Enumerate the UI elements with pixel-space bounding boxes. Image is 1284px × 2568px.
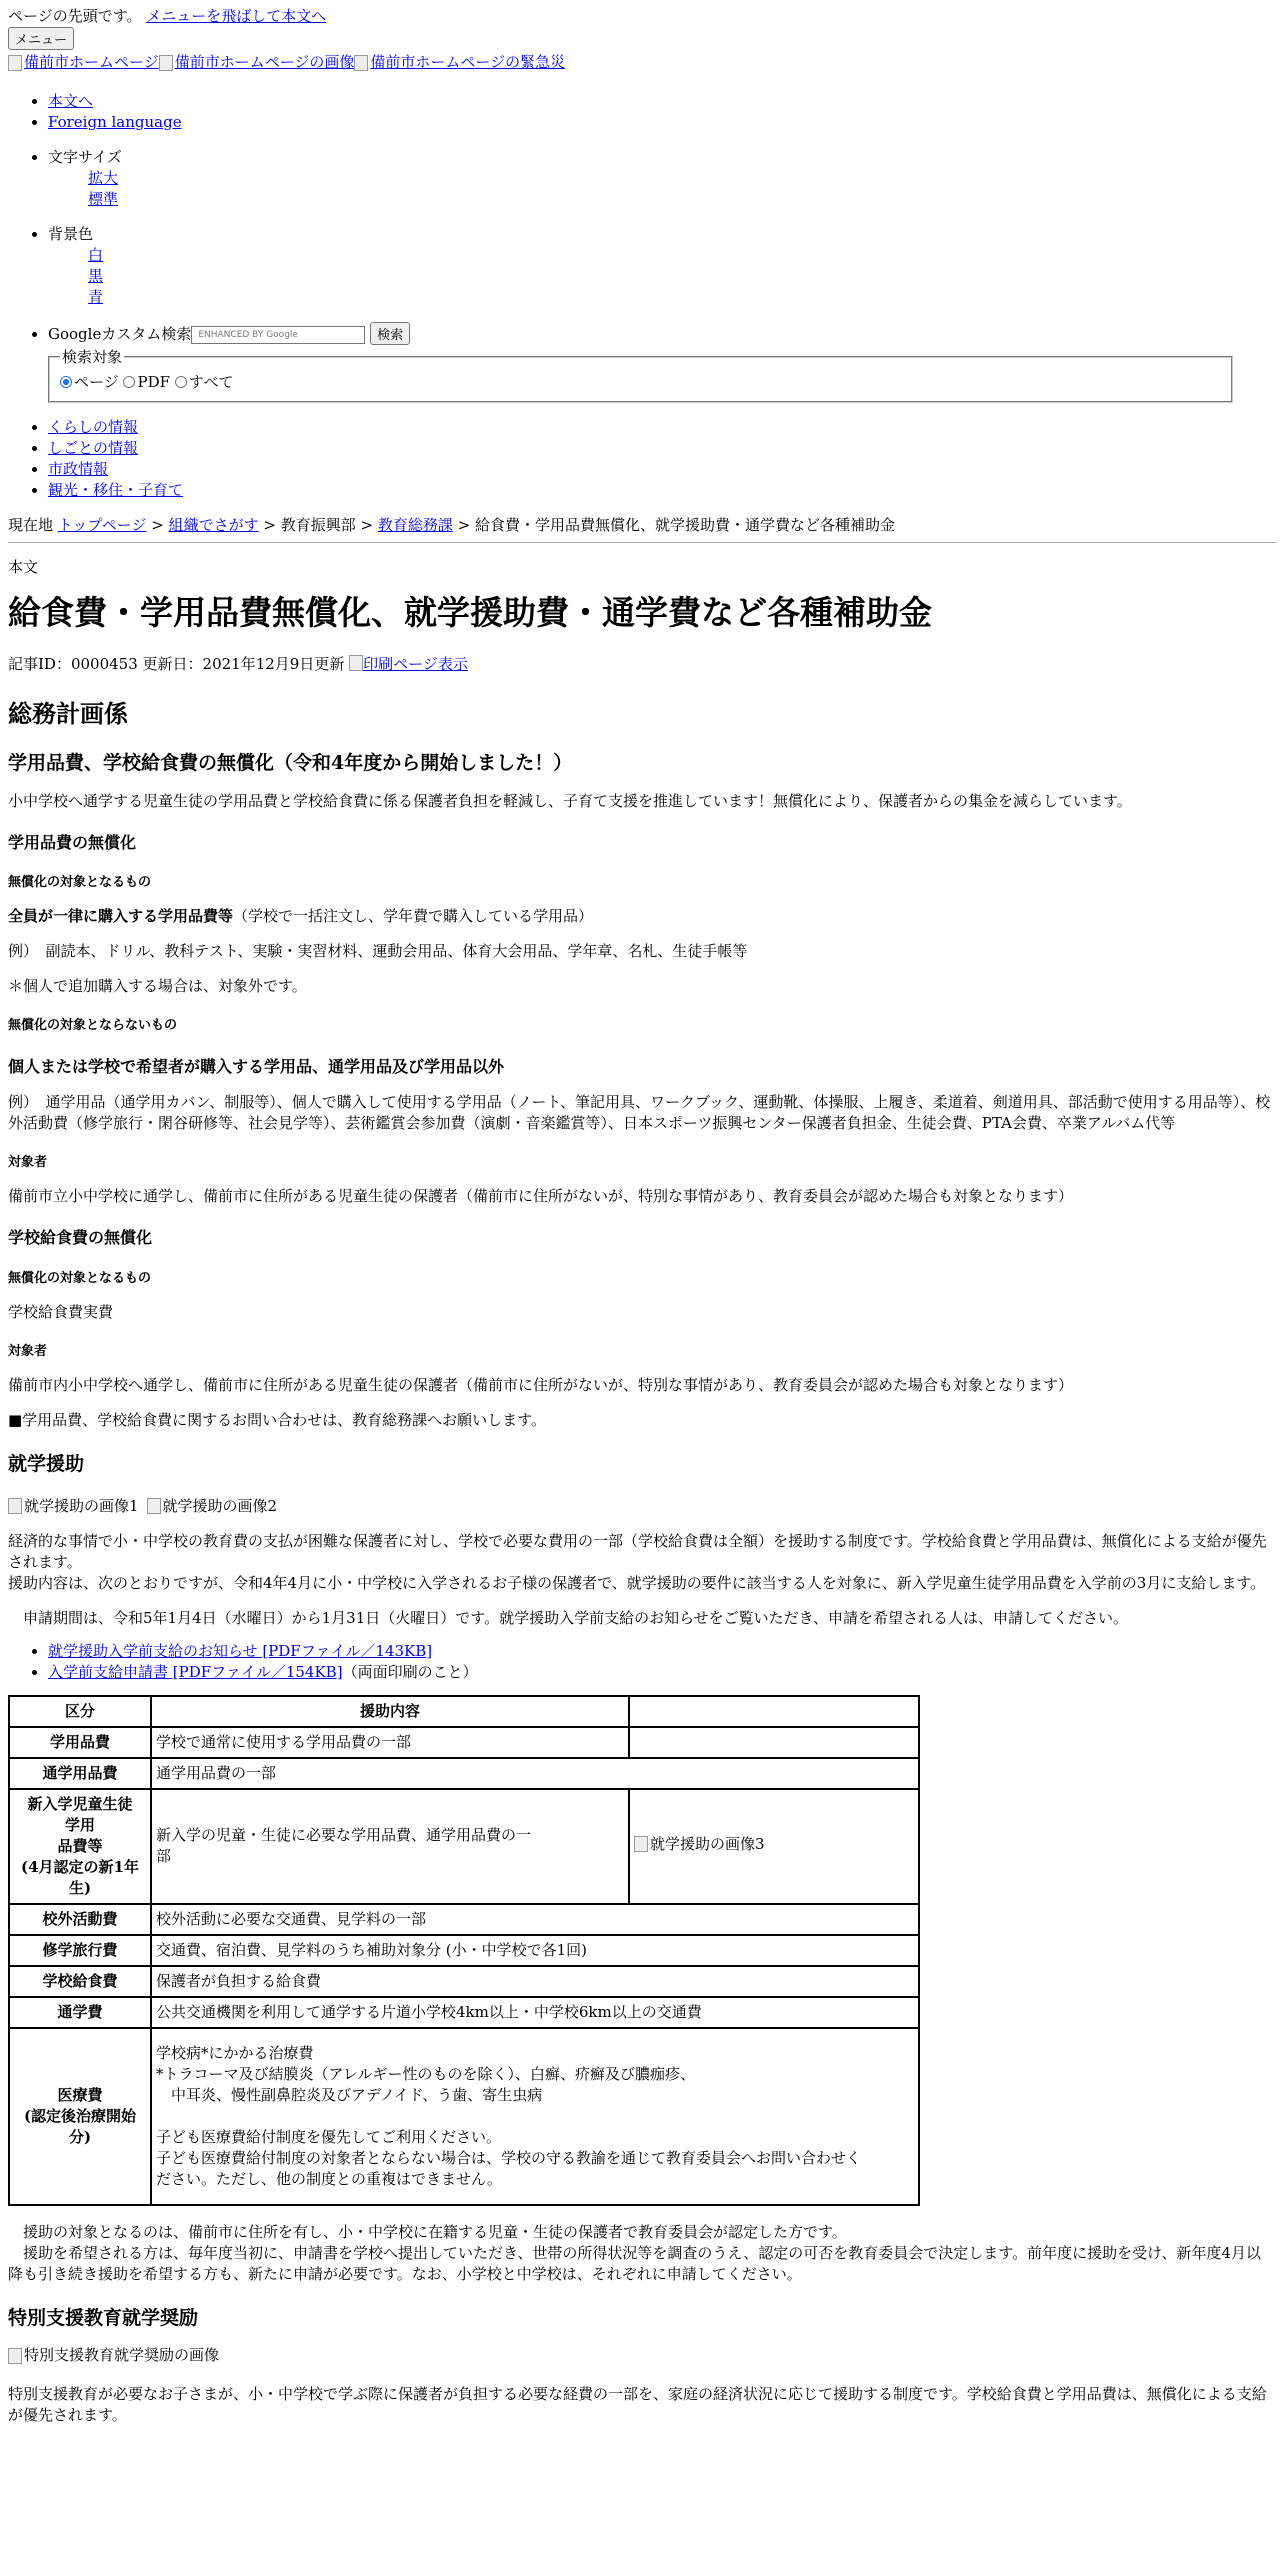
table-cell-key: 修学旅行費 (9, 1935, 151, 1966)
breadcrumb-section-link[interactable]: 教育総務課 (377, 515, 453, 534)
medical-value-line: ださい。ただし、他の制度との重複はできません。 (156, 2169, 502, 2188)
aid-document-item (48, 1641, 1276, 1662)
medical-key-line: (認定後治療開始 (23, 2106, 137, 2125)
nav-living-link[interactable]: くらしの情報 (48, 417, 139, 436)
menu-button[interactable]: メニュー (8, 27, 74, 50)
broken-image-icon (8, 2348, 22, 2364)
paragraph-all-students (8, 906, 1276, 927)
search-area (8, 322, 1276, 403)
new-student-value-line: 新入学の児童・生徒に必要な学用品費、通学用品費の一 (156, 1826, 532, 1845)
paragraph-note-1: ＊個人で追加購入する場合は、対象外です。 (8, 977, 307, 996)
menu-button-row (8, 27, 1276, 50)
table-cell-empty (629, 1727, 919, 1758)
table-row (9, 1904, 919, 1935)
search-target-page-label: ページ (74, 372, 119, 391)
all-students-bold: 全員が一律に購入する学用品費等 (8, 907, 234, 926)
table-row (9, 1758, 919, 1789)
table-cell-value-new-student (151, 1789, 629, 1904)
aid-image-3-alt: 就学援助の画像3 (650, 1834, 765, 1853)
breadcrumb-dept: 教育振興部 (280, 515, 356, 534)
broken-image-icon (8, 55, 22, 71)
paragraph-eligible-1: 備前市立小中学校に通学し、備前市に住所がある児童生徒の保護者（備前市に住所がないが、特別な事情があり、教育委員会が認めた場合も対象となります） (8, 1187, 1074, 1206)
site-logo-image-link[interactable] (159, 52, 355, 73)
table-row (9, 1997, 919, 2028)
table-row (9, 1789, 919, 1904)
table-cell-value: 校外活動に必要な交通費、見学料の一部 (151, 1904, 919, 1935)
aid-image-1 (8, 1496, 139, 1517)
nav-work-link[interactable]: しごとの情報 (48, 438, 139, 457)
aid-document-item (48, 1662, 1276, 1683)
global-nav-item (48, 417, 1276, 438)
table-row (9, 2028, 919, 2205)
medical-key-line: 分) (68, 2127, 92, 2146)
paragraph-aid-3: 申請期間は、令和5年1月4日（水曜日）から1月31日（火曜日）です。就学援助入学前支給のお知らせをご覧いただき、申請を希望される人は、申請してください。 (23, 1608, 1129, 1627)
paragraph-lunch-actual: 学校給食費実費 (8, 1302, 114, 1321)
paragraph-aid-2: 援助内容は、次のとおりですが、令和4年4月に小・中学校に入学されるお子様の保護者で、就学援助の要件に該当する人を対象に、新入学児童生徒学用品費を入学前の3月に支給します。 (8, 1573, 1266, 1592)
aid-description (8, 1531, 1276, 1594)
utility-link-item (48, 112, 1276, 133)
utility-link-item (48, 91, 1276, 112)
global-nav-item (48, 480, 1276, 501)
bg-option (88, 245, 1276, 266)
font-size-options (48, 168, 1276, 210)
new-student-key-line: (4月認定の新1年 (21, 1857, 139, 1876)
site-logos (8, 52, 1276, 77)
medical-value-line: *トラコーマ及び結膜炎（アレルギー性のものを除く）、白癬、疥癬及び膿痂疹、 (156, 2064, 696, 2083)
table-header-naiyo: 援助内容 (151, 1696, 629, 1727)
search-button[interactable]: 検索 (370, 322, 410, 345)
emergency-disaster-link[interactable] (354, 52, 565, 73)
aid-image-2-alt: 就学援助の画像2 (162, 1496, 278, 1515)
medical-value-line: 子ども医療費給付制度を優先してご利用ください。 (156, 2127, 502, 2146)
special-image (8, 2345, 219, 2366)
nav-city-admin-link[interactable]: 市政情報 (48, 459, 109, 478)
page-top-text: ページの先頭です。 (8, 7, 142, 25)
table-cell-key: 通学用品費 (9, 1758, 151, 1789)
body-label: 本文 (8, 557, 39, 576)
paragraph-contact: ■学用品費、学校給食費に関するお問い合わせは、教育総務課へお願いします。 (8, 1410, 546, 1429)
aid-documents (8, 1641, 1276, 1683)
broken-image-icon (354, 55, 368, 71)
heading-special-support: 特別支援教育就学奨励 (8, 2306, 199, 2329)
table-cell-value-medical (151, 2028, 919, 2205)
heading-supplies-free: 学用品費の無償化 (8, 832, 137, 852)
article-meta-text: 記事ID：0000453 更新日：2021年12月9日更新 (8, 654, 345, 673)
aid-image-2 (147, 1496, 278, 1517)
table-cell-value: 公共交通機関を利用して通学する片道小学校4km以上・中学校6km以上の交通費 (151, 1997, 919, 2028)
article-meta (8, 654, 1276, 675)
breadcrumb-current: 給食費・学用品費無償化、就学援助費・通学費など各種補助金 (474, 515, 895, 534)
paragraph-example-1: 例） 副読本、ドリル、教科テスト、実験・実習材料、運動会用品、体育大会用品、学年章、名札、生徒手帳等 (8, 942, 748, 961)
paragraph-after-2: 援助を希望される方は、毎年度当初に、申請書を学校へ提出していただき、世帯の所得状況等を調査のうえ、認定の可否を教育委員会で決定します。前年度に援助を受け、新年度4月以降も引き続き援助を希望する方も、新たに申請が必要です。なお、小学校と中学校は、それぞれに申請してください。 (8, 2243, 1262, 2283)
all-students-rest: （学校で一括注文し、学年費で購入している学用品） (233, 907, 594, 926)
broken-image-icon (634, 1836, 648, 1852)
paragraph-aid-1: 経済的な事情で小・中学校の教育費の支払が困難な保護者に対し、学校で必要な費用の一部（学校給食費は全額）を援助する制度です。学校給食費と学用品費は、無償化による支給が優先されます。 (8, 1531, 1267, 1571)
logo-alt-2: 備前市ホームページの画像 (174, 53, 355, 71)
breadcrumb: 現在地 トップページ > 組織でさがす > 教育振興部 > 教育総務課 > 給食費・学用品費無償化、就学援助費・通学費など各種補助金 (8, 515, 895, 534)
medical-value-line: 中耳炎、慢性副鼻腔炎及びアデノイド、う歯、寄生虫病 (156, 2085, 543, 2104)
search-item (48, 322, 1276, 403)
foreign-language-link[interactable]: Foreign language (48, 112, 182, 131)
heading-individual-purchase: 個人または学校で希望者が購入する学用品、通学用品及び学用品以外 (8, 1056, 505, 1076)
table-cell-key: 学用品費 (9, 1727, 151, 1758)
font-size-standard-link[interactable]: 標準 (88, 189, 119, 208)
table-cell-key-medical (9, 2028, 151, 2205)
paragraph-eligible-2: 備前市内小中学校へ通学し、備前市に住所がある児童生徒の保護者（備前市に住所がないが、特別な事情があり、教育委員会が認めた場合も対象となります） (8, 1375, 1074, 1394)
new-student-key-line: 新入学児童生徒 (27, 1794, 133, 1813)
logo-alt-1: 備前市ホームページ (24, 53, 159, 71)
logo-alt-3: 備前市ホームページの緊急災 (370, 53, 566, 71)
search-target-all[interactable] (175, 373, 234, 391)
table-header-row (9, 1696, 919, 1727)
aid-after-table (8, 2222, 1276, 2285)
font-size-menu (8, 147, 1276, 210)
aid-table (8, 1695, 920, 2206)
section-heading-general-planning: 総務計画係 (8, 698, 128, 728)
medical-value-line: 子ども医療費給付制度の対象者とならない場合は、学校の守る教諭を通じて教育委員会へお問い合わせく (156, 2148, 862, 2167)
aid-images (8, 1496, 1276, 1517)
medical-key-line: 医療費 (57, 2085, 103, 2104)
paragraph-free-of-charge: 小中学校へ通学する児童生徒の学用品費と学校給食費に係る保護者負担を軽減し、子育て支援を推進しています！無償化により、保護者からの集金を減らしています。 (8, 791, 1132, 810)
aid-notice-pdf-link[interactable]: 就学援助入学前支給のお知らせ [PDFファイル／143KB] (48, 1641, 433, 1660)
divider (8, 542, 1276, 543)
font-size-option (88, 189, 1276, 210)
aid-application-note: （両面印刷のこと） (342, 1662, 478, 1681)
background-color-menu (8, 224, 1276, 308)
search-target-fieldset (48, 347, 1233, 403)
new-student-key-line: 生) (68, 1878, 92, 1897)
global-nav-item (48, 438, 1276, 459)
heading-target-no: 無償化の対象とならないもの (8, 1018, 178, 1034)
bg-options (48, 245, 1276, 308)
special-support-image (8, 2345, 1276, 2370)
skip-to-content-link[interactable]: メニューを飛ばして本文へ (146, 7, 327, 25)
utility-links (8, 91, 1276, 133)
global-nav-item (48, 459, 1276, 480)
heading-lunch-free: 学校給食費の無償化 (8, 1228, 153, 1248)
new-student-value-line: 部 (156, 1847, 172, 1866)
broken-image-icon (159, 55, 173, 71)
bg-option (88, 266, 1276, 287)
bg-option (88, 287, 1276, 308)
aid-image-3 (634, 1834, 765, 1855)
table-cell-value: 交通費、宿泊費、見学料のうち補助対象分 (小・中学校で各1回) (151, 1935, 919, 1966)
global-nav (8, 417, 1276, 501)
font-size-item (48, 147, 1276, 210)
print-page-link[interactable] (349, 655, 468, 673)
table-cell-key: 通学費 (9, 1997, 151, 2028)
table-cell-image (629, 1789, 919, 1904)
bg-white-link[interactable]: 白 (88, 245, 104, 264)
heading-eligible-1: 対象者 (8, 1155, 48, 1171)
aid-application-pdf-link[interactable]: 入学前支給申請書 [PDFファイル／154KB] (48, 1662, 343, 1681)
table-header-kubun: 区分 (9, 1696, 151, 1727)
nav-tourism-link[interactable]: 観光・移住・子育て (48, 480, 184, 499)
heading-target-yes-2: 無償化の対象となるもの (8, 1270, 152, 1286)
broken-image-icon (8, 1498, 22, 1514)
table-cell-key: 校外活動費 (9, 1904, 151, 1935)
page-top-line (8, 6, 1276, 27)
search-target-page[interactable] (60, 373, 119, 391)
search-target-all-label: すべて (188, 372, 234, 391)
paragraph-special-support: 特別支援教育が必要なお子さまが、小・中学校で学ぶ際に保護者が負担する必要な経費の一部を、家庭の経済状況に応じて援助する制度です。学校給食費と学用品費は、無償化による支給が優先されます。 (8, 2384, 1267, 2424)
heading-target-yes: 無償化の対象となるもの (8, 875, 152, 891)
table-cell-value: 学校で通常に使用する学用品費の一部 (151, 1727, 629, 1758)
breadcrumb-org-link[interactable]: 組織でさがす (168, 515, 259, 534)
new-student-key-line: 学用 (64, 1815, 95, 1834)
radio-icon[interactable] (175, 376, 187, 388)
table-cell-value: 保護者が負担する給食費 (151, 1966, 919, 1997)
font-size-enlarge-link[interactable]: 拡大 (88, 168, 119, 187)
heading-free-of-charge: 学用品費、学校給食費の無償化（令和4年度から開始しました！） (8, 752, 573, 775)
paragraph-example-2: 例） 通学用品（通学用カバン、制服等）、個人で購入して使用する学用品（ノート、筆記用具、ワークブック、運動靴、体操服、上履き、柔道着、剣道用具、部活動で使用する用品等）、校外活動費（修学旅行・閑谷研修等、社会見学等）、芸術鑑賞会参加費（演劇・音楽鑑賞等）、日本スポーツ振興センター保護者負担金、生徒会費、PTA会費、卒業アルバム代等 (8, 1093, 1271, 1133)
table-cell-key: 学校給食費 (9, 1966, 151, 1997)
search-target-pdf-label: PDF (137, 372, 171, 391)
special-image-alt: 特別支援教育就学奨励の画像 (24, 2346, 220, 2365)
bg-label: 背景色 (48, 224, 94, 243)
print-icon (349, 655, 363, 671)
table-row (9, 1935, 919, 1966)
site-logo-link[interactable] (8, 52, 159, 73)
new-student-key-line: 品費等 (57, 1836, 103, 1855)
radio-checked-icon[interactable] (60, 376, 72, 388)
radio-icon[interactable] (123, 376, 135, 388)
table-row (9, 1966, 919, 1997)
print-page-label: 印刷ページ表示 (363, 654, 468, 673)
font-size-label: 文字サイズ (48, 147, 122, 166)
aid-image-1-alt: 就学援助の画像1 (24, 1496, 139, 1515)
font-size-option (88, 168, 1276, 189)
paragraph-after-1: 援助の対象となるのは、備前市に住所を有し、小・中学校に在籍する児童・生徒の保護者で教育委員会が認定した方です。 (23, 2222, 847, 2241)
bg-black-link[interactable]: 黒 (88, 266, 104, 285)
breadcrumb-home-link[interactable]: トップページ (57, 515, 147, 534)
search-target-legend: 検索対象 (62, 347, 123, 366)
search-input[interactable]: ENHANCED BY Google (191, 326, 365, 344)
search-target-pdf[interactable] (123, 373, 170, 391)
heading-eligible-2: 対象者 (8, 1343, 48, 1359)
bg-blue-link[interactable]: 青 (88, 287, 104, 306)
breadcrumb-prefix: 現在地 (8, 515, 54, 534)
table-cell-key-new-student (9, 1789, 151, 1904)
table-row (9, 1727, 919, 1758)
page-title: 給食費・学用品費無償化、就学援助費・通学費など各種補助金 (8, 592, 932, 632)
bg-item (48, 224, 1276, 308)
medical-value-line: 学校病*にかかる治療費 (156, 2043, 314, 2062)
table-cell-value: 通学用品費の一部 (151, 1758, 919, 1789)
search-label: Googleカスタム検索 (48, 324, 192, 343)
heading-school-aid: 就学援助 (8, 1452, 85, 1475)
to-main-content-link[interactable]: 本文へ (48, 91, 94, 110)
broken-image-icon (147, 1498, 161, 1514)
table-header-empty (629, 1696, 919, 1727)
